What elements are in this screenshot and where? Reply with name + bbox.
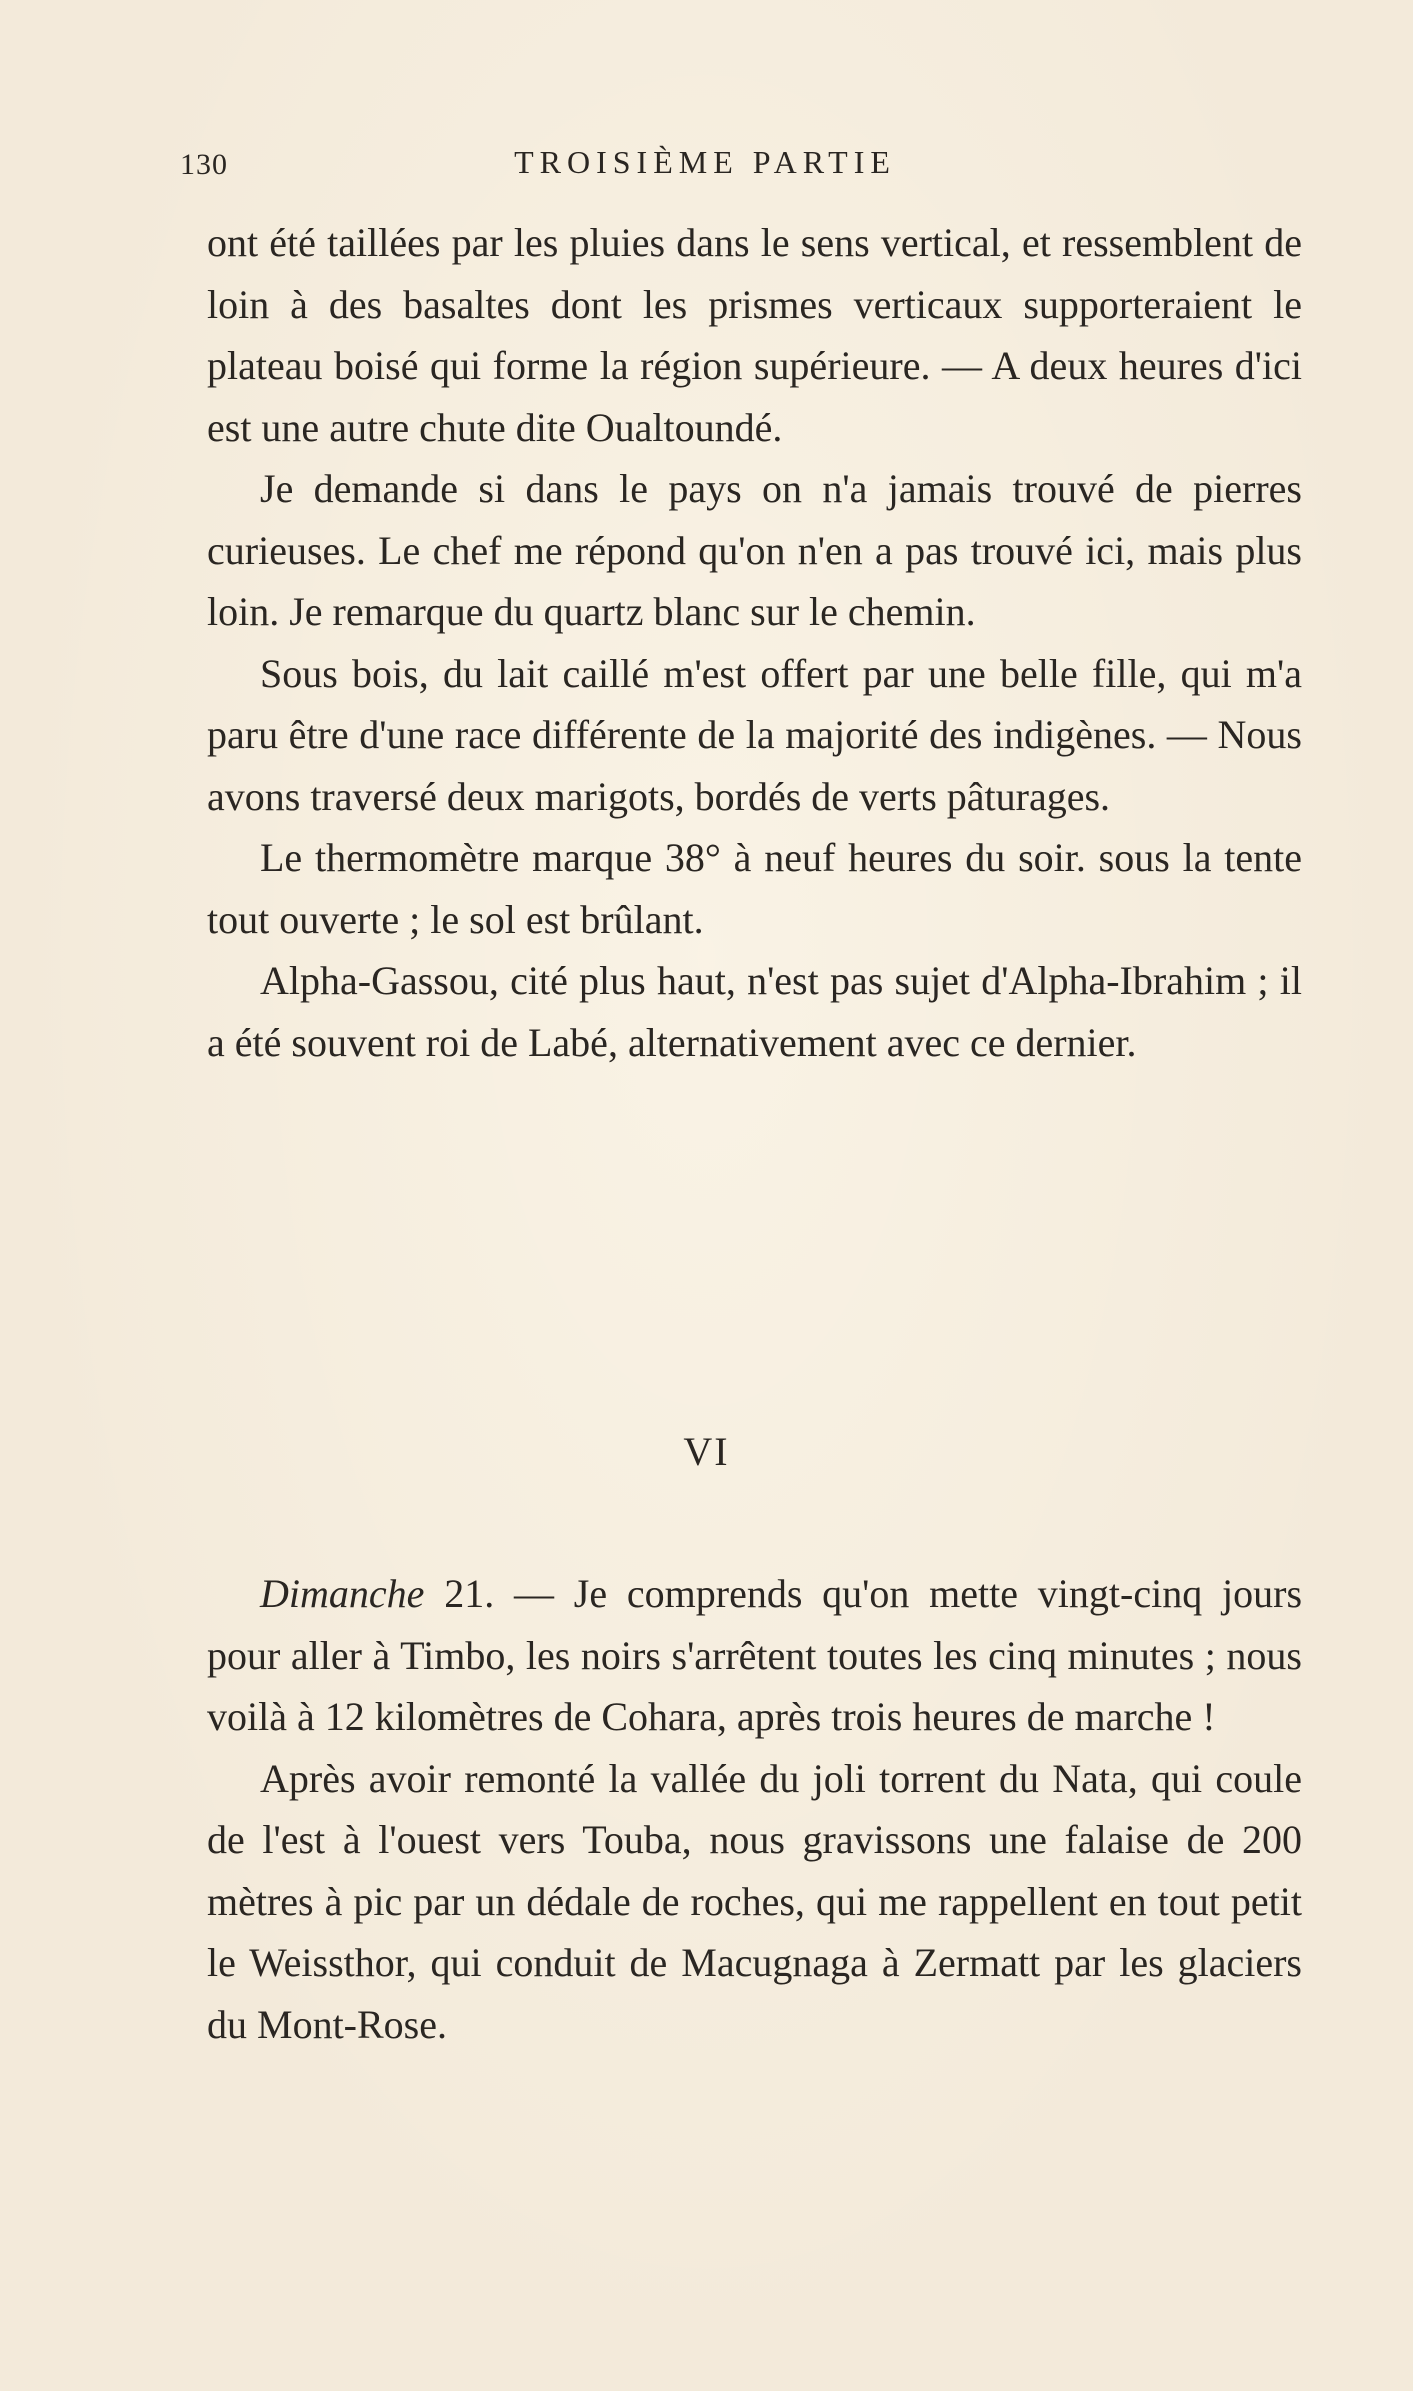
paragraph-woods: Sous bois, du lait caillé m'est offert par une belle fille, qui m'a paru être d'une race différente de la majorité des indigènes. — Nous avons traversé deux marigots, bordés de verts pâturages. [207,650,1302,819]
body-text-lower [207,1563,1302,2055]
page-number: 130 [180,148,228,181]
section-heading: VI [683,1429,730,1474]
paragraph-sunday [207,1563,1302,1748]
paragraph-thermometer: Le thermomètre marque 38° à neuf heures du soir. sous la tente tout ouverte ; le sol est brûlant. [207,835,1302,942]
part-title: TROISIÈME PARTIE [514,144,896,180]
date-label: Dimanche [260,1571,425,1616]
paragraph-stones: Je demande si dans le pays on n'a jamais trouvé de pierres curieuses. Le chef me répond qu'on n'en a pas trouvé ici, mais plus loin. Je remarque du quartz blanc sur le chemin. [207,466,1302,634]
paragraph-continued: ont été taillées par les pluies dans le sens vertical, et ressemblent de loin à des basaltes dont les prismes verticaux supporteraient le plateau boisé qui forme la région supérieure. — A deux heures d'ici est une autre chute dite Oualtoundé. [207,220,1302,450]
paragraph-nata-valley: Après avoir remonté la vallée du joli torrent du Nata, qui coule de l'est à l'ouest vers Touba, nous gravissons une falaise de 200 mètres à pic par un dédale de roches, qui me rappellent en tout petit le Weissthor, qui conduit de Macugnaga à Zermatt par les glaciers du Mont-Rose. [207,1755,1302,2047]
paragraph-sunday-text: 21. — Je comprends qu'on mette vingt-cinq jours pour aller à Timbo, les noirs s'arrêtent toutes les cinq minutes ; nous voilà à 12 kilomètres de Cohara, après trois heures de marche ! [207,1571,1303,1739]
body-text-upper [207,212,1302,1073]
paragraph-alpha-gassou: Alpha-Gassou, cité plus haut, n'est pas sujet d'Alpha-Ibrahim ; il a été souvent roi de Labé, alternativement avec ce dernier. [207,958,1302,1065]
running-head [180,140,1230,190]
